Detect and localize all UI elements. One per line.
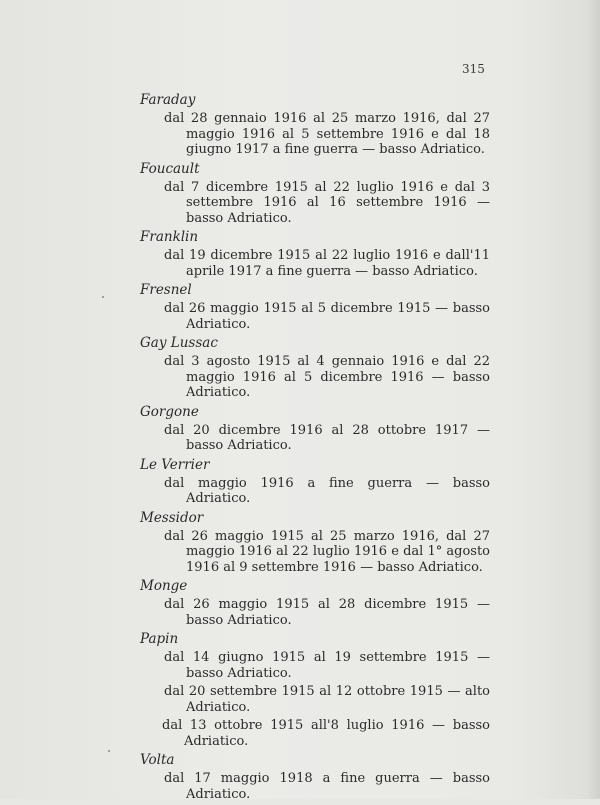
- entry-period: dal 28 gennaio 1916 al 25 marzo 1916, dal 27 maggio 1916 al 5 settembre 1916 e dal 18 giugno 1917 a fine guerra — basso Adriatico.: [164, 111, 490, 157]
- entry-franklin: [140, 229, 490, 279]
- page-edge-shadow: [586, 0, 600, 799]
- paper-speck: [102, 296, 104, 298]
- entry-period: dal 7 dicembre 1915 al 22 luglio 1916 e dal 3 settembre 1916 al 16 settembre 1916 — basso Adriatico.: [164, 179, 490, 226]
- entry-name: Gay Lussac: [140, 335, 218, 351]
- entry-period: dal 13 ottobre 1915 all'8 luglio 1916 — basso Adriatico.: [162, 718, 490, 749]
- entry-name: Foucault: [140, 160, 200, 177]
- entry-messidor: [140, 510, 490, 576]
- entry-name: Volta: [140, 752, 175, 768]
- entry-faraday: [140, 92, 490, 158]
- entry-name: Franklin: [140, 229, 199, 245]
- entry-period: dal 19 dicembre 1915 al 22 luglio 1916 e dall'11 aprile 1917 a fine guerra — basso Adriatico.: [164, 248, 490, 279]
- entry-period: dal 17 maggio 1918 a fine guerra — basso Adriatico.: [164, 771, 490, 802]
- entry-fresnel: [140, 282, 490, 332]
- submarine-list: [140, 92, 490, 805]
- entry-gorgone: [140, 404, 490, 454]
- entry-period: dal 26 maggio 1915 al 28 dicembre 1915 — basso Adriatico.: [164, 597, 490, 628]
- paper-speck: [108, 750, 110, 752]
- entry-period: dal 26 maggio 1915 al 5 dicembre 1915 — basso Adriatico.: [164, 301, 490, 332]
- entry-period: dal 26 maggio 1915 al 25 marzo 1916, dal 27 maggio 1916 al 22 luglio 1916 e dal 1° agosto 1916 al 9 settembre 1916 — basso Adriatico.: [164, 528, 490, 575]
- entry-name: Messidor: [140, 509, 204, 526]
- entry-monge: [140, 578, 490, 628]
- entry-name: Monge: [140, 578, 188, 594]
- entry-name: Fresnel: [140, 282, 192, 298]
- entry-name: Faraday: [140, 92, 196, 108]
- entry-period: dal 20 settembre 1915 al 12 ottobre 1915 — alto Adriatico.: [164, 684, 490, 715]
- entry-period: dal 20 dicembre 1916 al 28 ottobre 1917 — basso Adriatico.: [164, 422, 490, 453]
- page-number: 315: [462, 62, 485, 76]
- entry-name: Le Verrier: [140, 456, 210, 473]
- entry-volta: [140, 752, 490, 802]
- entry-foucault: [140, 161, 490, 227]
- entry-name: Gorgone: [140, 403, 199, 420]
- entry-period: dal 14 giugno 1915 al 19 settembre 1915 — basso Adriatico.: [164, 650, 490, 681]
- entry-le-verrier: [140, 457, 490, 507]
- entry-papin: [140, 631, 490, 749]
- entry-gay-lussac: [140, 335, 490, 401]
- entry-period: dal maggio 1916 a fine guerra — basso Adriatico.: [164, 475, 490, 506]
- entry-name: Papin: [140, 631, 179, 647]
- entry-period: dal 3 agosto 1915 al 4 gennaio 1916 e dal 22 maggio 1916 al 5 dicembre 1916 — basso Adriatico.: [164, 354, 490, 400]
